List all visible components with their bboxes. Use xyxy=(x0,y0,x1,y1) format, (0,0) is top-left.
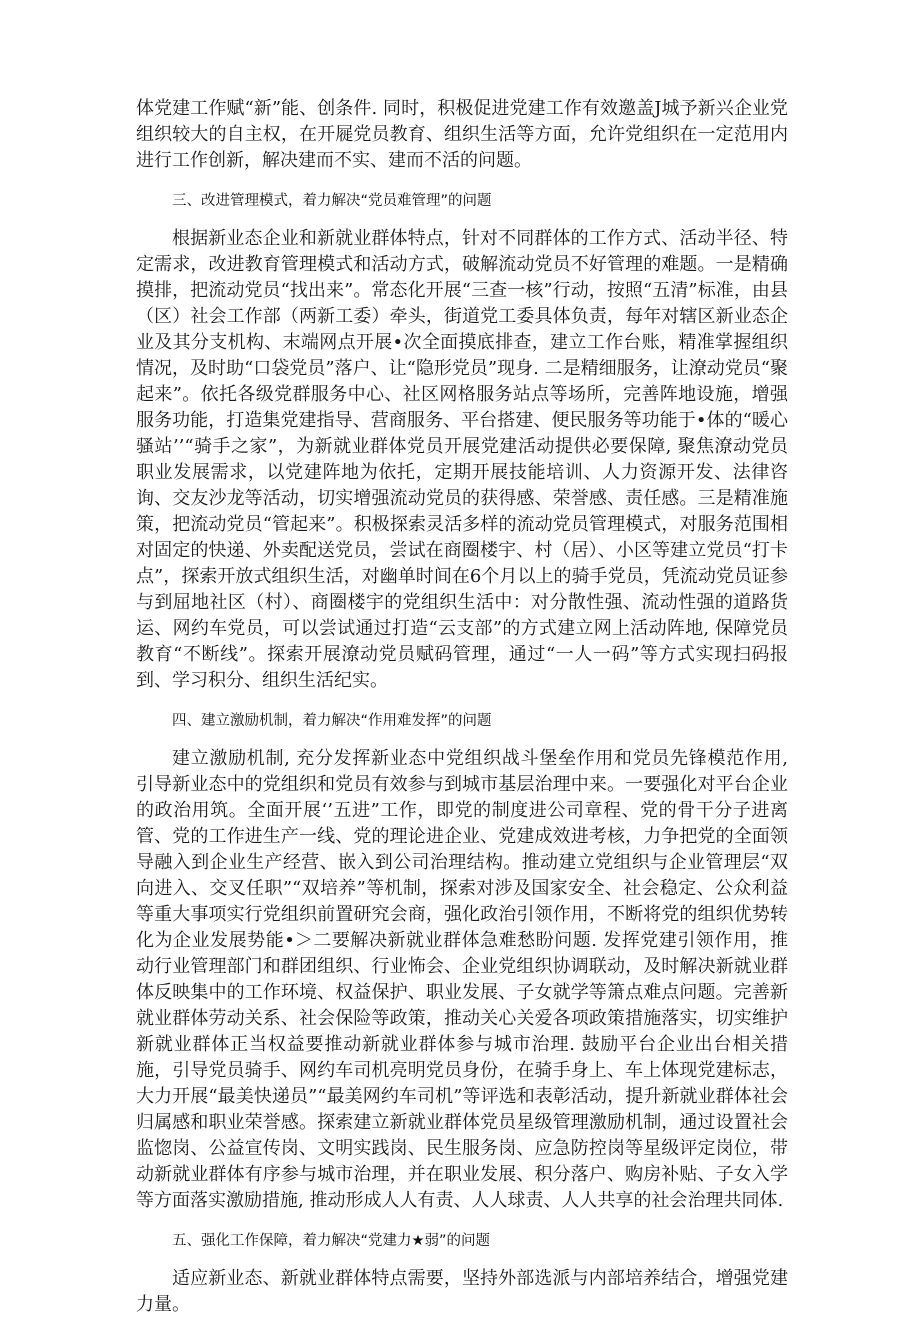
section-heading-3: 三、改进管理模式，着力解决“党员难管理”的问题 xyxy=(172,193,492,209)
document-page xyxy=(136,96,788,1318)
section-heading-4: 四、建立激励机制，着力解决“作用难发挥”的问题 xyxy=(172,713,492,729)
section-heading-5: 五、强化工作保障，着力解决“党建力★弱”的问题 xyxy=(172,1233,491,1249)
paragraph-section-5: 适应新业态、新就业群体特点需要，坚持外部选派与内部培养结合，增强党建力量。 xyxy=(136,1268,788,1315)
paragraph-section-3: 根据新业态企业和新就业群体特点，针对不同群体的工作方式、活动半径、特定需求，改进教育管理模式和活动方式，破解流动党员不好管理的难题。一是精确摸排，把流动党员“找出来”。常态化开展“三查一核”行动，按照“五清”标准，由县（区）社会工作部（两新工委）牵头，街道党工委具体负责，每年对辖区新业态企业及其分支机构、末端网点开展•次全面摸底排查，建立工作台账，精准掌握组织情况，及时助“口袋党员”落户、让“隐形党员”现身. 二是精细服务，让潦动党员“聚起来”。依托各级党群服务中心、社区网格服务站点等场所，完善阵地设施，增强服务功能，打造集党建指导、营商服务、平台搭建、便民服务等功能于•体的“暖心骚站’’“骑手之家”，为新就业群体党员开展党建活动提供必要保障, 聚焦潦动党员职业发展需求，以党建阵地为依托，定期开展技能培训、人力资源开发、法律咨询、交友沙龙等活动，切实增强流动党员的获得感、荣誉感、责任感。三是精准施策，把流动党员“管起来”。积极探索灵活多样的流动党员管理模式，对服务范围相对固定的快递、外卖配送党员，尝试在商圈楼宇、村（居）、小区等建立党员“打卡点”，探索开放式组织生活，对幽单时间在6个月以上的骑手党员，凭流动党员证参与到屈地社区（村）、商圈楼宇的党组织生活中：对分散性强、流动性强的道路货运、网约车党员，可以尝试通过打造“云支部”的方式建立网上活动阵地, 保障党员教育“不断线”。探索开展潦动党员赋码管理，通过“一人一码”等方式实现扫码报到、学习积分、组织生活纪实。 xyxy=(136,228,788,691)
paragraph-intro: 体党建工作赋“新”能、创条件. 同时，积极促进党建工作有效邀盖J城予新兴企业党组织较大的自主权，在开屣党员教育、组织生活等方面，允许党组织在一定范用内进行工作创新，解决建而不实、建而不活的问题。 xyxy=(136,98,788,171)
paragraph-section-4: 建立激励机制, 充分发挥新业态中党组织战斗堡垒作用和党员先锋模范作用, 引导新业态中的党组织和党员有效参与到城市基层治理中来。一要强化对平台企业的政治用筑。全面开展‘’五进”工作，即党的制度进公司章程、党的骨干分子进离管、党的工作进生产一线、党的理论进企业、党建成效进考核，力争把党的全面领导融入到企业生产经营、嵌入到公司治理结构。推动建立党组织与企业管理层“双向进入、交叉任职”“双培养”等机制，探索对涉及国家安全、社会稳定、公众利益等重大事项实行党组织前置研究会商，强化政治引领作用，不断将党的组织优势转化为企业发展势能•＞二要解决新就业群体急难愁盼问题. 发挥党建引领作用，推动行业管理部门和群团组织、行业怖会、企业党组织协调联动，及时解决新就业群体反映集中的工作环境、权益保护、职业发展、子女就学等箫点难点问题。完善新就业群体劳动关系、社会保险等政策，推动关心关爱各项政策措施落实，切实维护新就业群体正当权益要推动新就业群体参与城市治理. 鼓励平台企业出台相关措施，引导党员骑手、网约车司机亮明党员身份，在骑手身上、车上体现党建标志，大力开展“最美快递员”“最美网约车司机”等评选和表彰活动，提升新就业群体社会归属感和职业荣誉感。探索建立新就业群体党员星级管理激励机制，通过设置社会监惚岗、公益宣传岗、文明实践岗、民生服务岗、应急防控岗等星级评定岗位，带动新就业群体有序参与城市治理，并在职业发展、积分落户、购房补贴、子女入学等方面落实激励措施, 推动形成人人有责、人人球责、人人共享的社会治理共同体. xyxy=(136,748,788,1211)
